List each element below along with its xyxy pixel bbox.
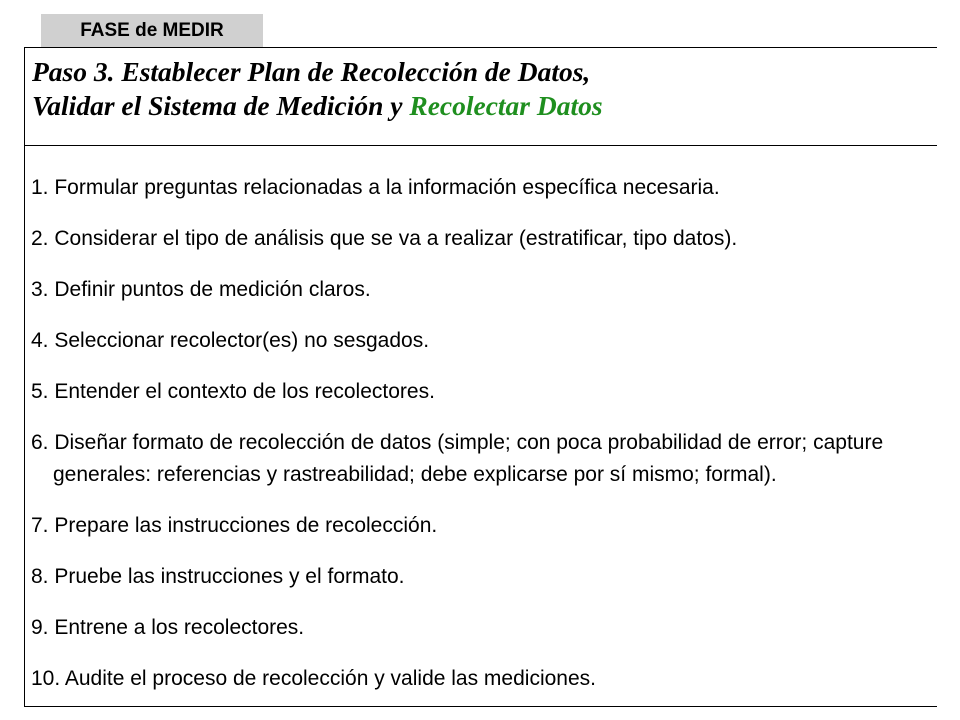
title-divider — [24, 145, 937, 146]
step-item: 5. Entender el contexto de los recolectores. — [31, 380, 435, 403]
phase-label: FASE de MEDIR — [41, 14, 263, 47]
step-item: 4. Seleccionar recolector(es) no sesgados. — [31, 329, 430, 352]
step-item: 9. Entrene a los recolectores. — [31, 616, 305, 639]
step-item: 6. Diseñar formato de recolección de datos (simple; con poca probabilidad de error; capture generales: referencias y rastreabilidad; debe explicarse por sí mismo; formal). — [31, 431, 884, 486]
step-item: 8. Pruebe las instrucciones y el formato. — [31, 565, 405, 588]
step-item: 7. Prepare las instrucciones de recolección. — [31, 514, 438, 537]
title-line-2-prefix: Validar el Sistema de Medición y — [32, 90, 410, 121]
step-item: 10. Audite el proceso de recolección y valide las mediciones. — [31, 667, 596, 690]
page-title — [32, 55, 932, 123]
title-line-1: Paso 3. Establecer Plan de Recolección de Datos, — [32, 56, 591, 87]
step-item: 1. Formular preguntas relacionadas a la información específica necesaria. — [31, 176, 720, 199]
title-accent: Recolectar Datos — [409, 90, 603, 121]
step-item: 2. Considerar el tipo de análisis que se va a realizar (estratificar, tipo datos). — [31, 227, 738, 250]
steps-list — [31, 172, 936, 695]
step-item: 3. Definir puntos de medición claros. — [31, 278, 371, 301]
title-line-2 — [32, 89, 932, 123]
